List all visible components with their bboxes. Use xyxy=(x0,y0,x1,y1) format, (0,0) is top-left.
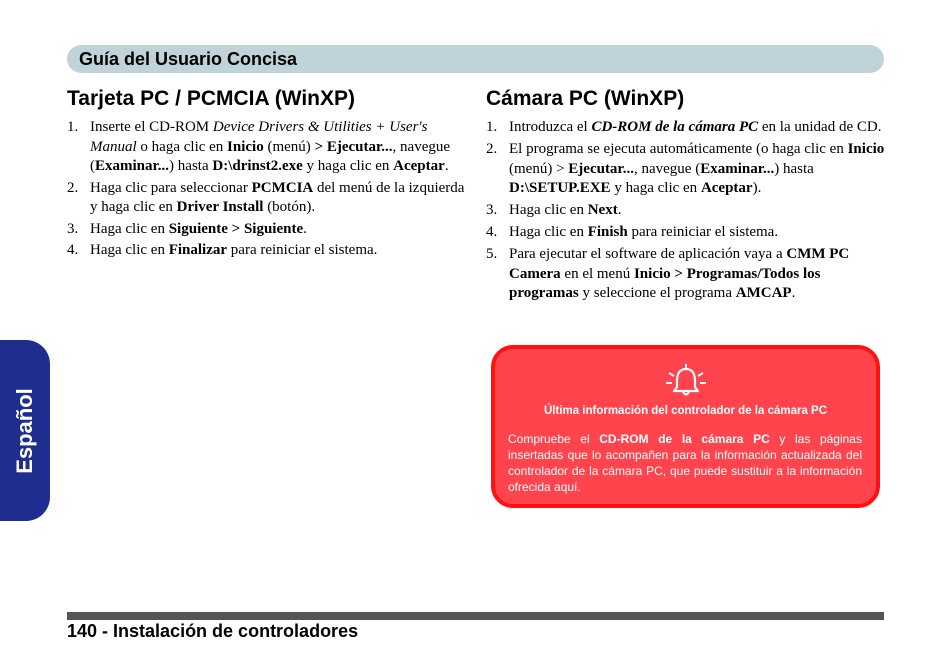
step-number: 3. xyxy=(67,220,79,237)
text-run: Examinar... xyxy=(700,160,775,177)
text-run: Siguiente > Siguiente xyxy=(168,220,304,237)
text-run: . xyxy=(444,158,449,174)
text-run: ) hasta xyxy=(169,158,213,174)
alarm-bell-icon xyxy=(664,363,708,399)
step-number: 2. xyxy=(67,179,79,196)
step-item xyxy=(67,179,467,218)
text-run: Compruebe el xyxy=(508,432,600,446)
text-run: Ejecutar... xyxy=(568,160,634,177)
text-run: Inserte el CD-ROM xyxy=(90,119,213,135)
text-run: en el menú xyxy=(560,265,634,282)
text-run: ) hasta xyxy=(774,160,814,177)
header-title: Guía del Usuario Concisa xyxy=(79,48,298,69)
step-number: 2. xyxy=(486,140,498,157)
step-number: 1. xyxy=(67,119,79,135)
text-run: Para ejecutar el software de aplicación vaya a xyxy=(509,245,787,262)
text-run: Next xyxy=(587,202,618,219)
text-run: y haga clic en xyxy=(302,158,394,174)
header-bar xyxy=(67,45,884,73)
step-number: 4. xyxy=(486,223,498,240)
text-run: y las páginas insertadas que lo acompañen para la información actualizada del controlador de la cámara PC, que puede sustituir a la información ofrecida aquí. xyxy=(508,432,862,494)
text-run: Aceptar xyxy=(393,158,445,174)
text-run: El programa se ejecuta automáticamente (o haga clic en xyxy=(509,140,848,157)
text-run: ). xyxy=(752,180,762,197)
text-run: Haga clic para seleccionar xyxy=(90,179,252,196)
driver-notice-box xyxy=(491,345,880,508)
text-run: . xyxy=(303,220,307,237)
text-run: en la unidad de CD. xyxy=(758,119,882,135)
step-number: 3. xyxy=(486,202,498,219)
step-item xyxy=(486,245,886,304)
language-side-tab xyxy=(0,340,50,521)
text-run: Device Drivers & Utilities + User's Manual xyxy=(90,119,428,155)
text-run: AMCAP xyxy=(735,285,792,302)
text-run: para reiniciar el sistema. xyxy=(627,223,779,240)
pc-camera-steps-list xyxy=(486,118,886,304)
step-item xyxy=(486,201,886,221)
pcmcia-section xyxy=(67,86,467,263)
text-run: D:\SETUP.EXE xyxy=(509,180,611,197)
text-run: Inicio xyxy=(227,138,264,155)
text-run: (botón). xyxy=(263,199,316,215)
text-run: . xyxy=(617,202,622,219)
text-run: PCMCIA xyxy=(251,179,314,196)
text-run: o haga clic en xyxy=(136,138,228,155)
side-tab-label: Español xyxy=(12,387,37,474)
text-run: > Ejecutar... xyxy=(314,138,393,155)
footer-divider xyxy=(67,612,884,620)
text-run: CMM PC Camera xyxy=(509,245,850,282)
text-run: Inicio > Programas/Todos los programas xyxy=(509,265,821,302)
step-item xyxy=(67,118,467,177)
text-run: (menú) xyxy=(263,138,315,155)
text-run: Driver Install xyxy=(176,199,264,215)
pcmcia-steps-list xyxy=(67,118,467,261)
text-run: D:\drinst2.exe xyxy=(212,158,303,174)
step-item xyxy=(67,220,467,240)
step-number: 5. xyxy=(486,245,498,262)
text-run: (menú) > xyxy=(509,160,569,177)
text-run: Haga clic en xyxy=(90,220,169,237)
text-run: Introduzca el xyxy=(509,119,592,135)
section-heading-pc-camera: Cámara PC (WinXP) xyxy=(486,87,685,110)
text-run: Haga clic en xyxy=(90,242,169,258)
footer-page-label: 140 - Instalación de controladores xyxy=(67,621,359,641)
step-item xyxy=(67,241,467,261)
text-run: y seleccione el programa xyxy=(578,285,736,302)
text-run: Finish xyxy=(587,223,628,240)
text-run: Inicio xyxy=(847,140,885,157)
step-item xyxy=(486,118,886,138)
text-run: , navegue ( xyxy=(90,138,451,174)
text-run: Examinar... xyxy=(95,158,170,174)
step-item xyxy=(486,140,886,199)
text-run: para reiniciar el sistema. xyxy=(227,242,378,258)
text-run: , navegue ( xyxy=(633,160,701,177)
section-heading-pcmcia: Tarjeta PC / PCMCIA (WinXP) xyxy=(67,87,356,110)
text-run: y haga clic en xyxy=(610,180,701,197)
text-run: Aceptar xyxy=(700,180,753,197)
notice-text xyxy=(508,431,862,495)
step-item xyxy=(486,223,886,243)
text-run: Finalizar xyxy=(168,242,228,258)
text-run: CD-ROM de la cámara PC xyxy=(591,119,759,135)
pc-camera-section xyxy=(486,86,886,306)
step-number: 1. xyxy=(486,119,498,135)
notice-title: Última información del controlador de la cámara PC xyxy=(543,405,828,417)
text-run: Haga clic en xyxy=(509,223,588,240)
text-run: Haga clic en xyxy=(509,202,588,219)
text-run: . xyxy=(791,285,796,302)
text-run: del menú de la izquierda y haga clic en xyxy=(90,179,465,215)
text-run: CD-ROM de la cámara PC xyxy=(599,432,770,446)
step-number: 4. xyxy=(67,242,79,258)
